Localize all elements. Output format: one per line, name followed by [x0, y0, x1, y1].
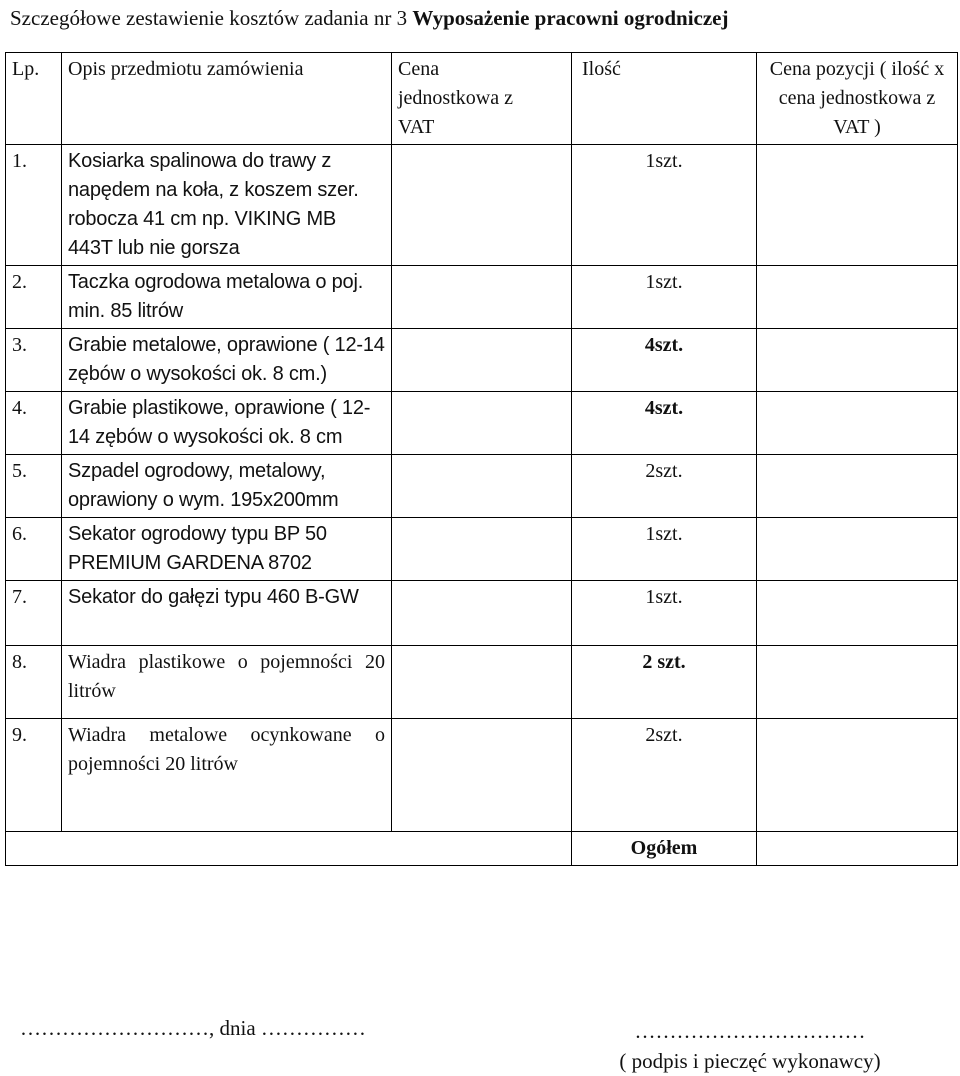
row-lp: 7.: [6, 581, 62, 646]
row-description: Sekator do gałęzi typu 460 B-GW: [62, 581, 392, 646]
table-row: [6, 719, 958, 832]
title-text: Szczegółowe zestawienie kosztów zadania nr 3: [10, 6, 413, 30]
table-row: [6, 646, 958, 719]
table-header-row: [6, 53, 958, 145]
row-description: Grabie metalowe, oprawione ( 12-14 zębów o wysokości ok. 8 cm.): [62, 329, 392, 392]
header-description: Opis przedmiotu zamówienia: [62, 53, 392, 145]
row-lp: 5.: [6, 455, 62, 518]
row-unit-price: [392, 518, 572, 581]
row-description: Sekator ogrodowy typu BP 50 PREMIUM GARDENA 8702: [62, 518, 392, 581]
title-bold-text: Wyposażenie pracowni ogrodniczej: [412, 6, 729, 30]
row-description: Kosiarka spalinowa do trawy z napędem na koła, z koszem szer. robocza 41 cm np. VIKING MB 443T lub nie gorsza: [62, 145, 392, 266]
document-title: [10, 4, 950, 32]
row-lp: 3.: [6, 329, 62, 392]
row-description: Taczka ogrodowa metalowa o poj. min. 85 litrów: [62, 266, 392, 329]
row-position-price: [757, 518, 958, 581]
row-quantity: 2szt.: [572, 719, 757, 832]
row-lp: 9.: [6, 719, 62, 832]
row-position-price: [757, 329, 958, 392]
row-lp: 8.: [6, 646, 62, 719]
signature-line: ……………………………: [634, 1019, 866, 1043]
row-unit-price: [392, 392, 572, 455]
signature-caption: ( podpis i pieczęć wykonawcy): [619, 1049, 881, 1073]
row-position-price: [757, 646, 958, 719]
table-row: [6, 266, 958, 329]
row-description: Grabie plastikowe, oprawione ( 12-14 zębów o wysokości ok. 8 cm: [62, 392, 392, 455]
row-quantity: 2szt.: [572, 455, 757, 518]
row-unit-price: [392, 646, 572, 719]
row-quantity: 1szt.: [572, 581, 757, 646]
row-position-price: [757, 455, 958, 518]
row-quantity: 4szt.: [572, 392, 757, 455]
total-value: [757, 832, 958, 866]
header-position-price: Cena pozycji ( ilość x cena jednostkowa z VAT ): [757, 53, 958, 145]
row-description: Wiadra metalowe ocynkowane o pojemności 20 litrów: [62, 719, 392, 832]
header-quantity: Ilość: [572, 53, 757, 145]
place-date-line: ………………………, dnia ……………: [20, 1016, 366, 1040]
row-quantity: 1szt.: [572, 266, 757, 329]
row-position-price: [757, 719, 958, 832]
table-row: [6, 518, 958, 581]
row-unit-price: [392, 719, 572, 832]
signature-block: [575, 1016, 925, 1076]
row-position-price: [757, 145, 958, 266]
table-row: [6, 329, 958, 392]
header-unit-price: Cena jednostkowa z VAT: [392, 53, 572, 145]
table-row: [6, 581, 958, 646]
total-spacer: [6, 832, 572, 866]
row-unit-price: [392, 455, 572, 518]
cost-table: [5, 52, 958, 866]
row-lp: 4.: [6, 392, 62, 455]
row-unit-price: [392, 581, 572, 646]
row-lp: 1.: [6, 145, 62, 266]
total-row: [6, 832, 958, 866]
table-row: [6, 145, 958, 266]
row-description: Szpadel ogrodowy, metalowy, oprawiony o wym. 195x200mm: [62, 455, 392, 518]
row-unit-price: [392, 329, 572, 392]
row-position-price: [757, 581, 958, 646]
row-description: Wiadra plastikowe o pojemności 20 litrów: [62, 646, 392, 719]
row-lp: 2.: [6, 266, 62, 329]
row-unit-price: [392, 145, 572, 266]
total-label: Ogółem: [572, 832, 757, 866]
row-position-price: [757, 266, 958, 329]
row-quantity: 4szt.: [572, 329, 757, 392]
row-quantity: 1szt.: [572, 145, 757, 266]
row-quantity: 1szt.: [572, 518, 757, 581]
row-position-price: [757, 392, 958, 455]
table-row: [6, 392, 958, 455]
header-lp: Lp.: [6, 53, 62, 145]
row-quantity: 2 szt.: [572, 646, 757, 719]
row-unit-price: [392, 266, 572, 329]
row-lp: 6.: [6, 518, 62, 581]
table-row: [6, 455, 958, 518]
